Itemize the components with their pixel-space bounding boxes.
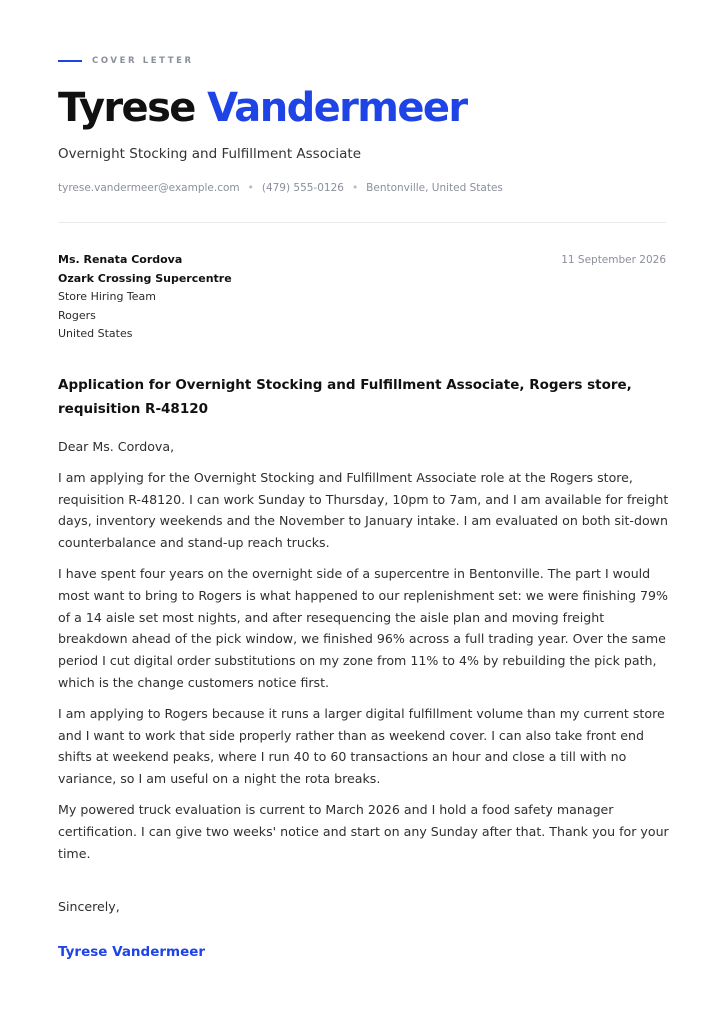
contact-email: tyrese.vandermeer@example.com bbox=[58, 182, 240, 194]
eyebrow bbox=[58, 56, 194, 66]
signature: Tyrese Vandermeer bbox=[58, 944, 206, 960]
recipient-team: Store Hiring Team bbox=[58, 290, 157, 304]
header-divider bbox=[58, 222, 666, 223]
contact-phone: (479) 555-0126 bbox=[261, 182, 344, 194]
letter-subject: Application for Overnight Stocking and Fulfillment Associate, Rogers store, requisition R-48120 bbox=[58, 377, 632, 417]
body-paragraph: I am applying to Rogers because it runs a larger digital fulfillment volume than my current store and I want to work that side properly rather than as weekend cover. I can also take front end shifts at weekend peaks, where I run 40 to 60 transactions an hour and close a till with no variance, so I am useful on a night the rota breaks. bbox=[58, 705, 665, 787]
eyebrow-rule bbox=[58, 60, 82, 62]
recipient-city: Rogers bbox=[58, 308, 96, 322]
closing: Sincerely, bbox=[58, 899, 120, 914]
contact-line bbox=[58, 182, 503, 194]
body-paragraph: I have spent four years on the overnight side of a supercentre in Bentonville. The part I would most want to bring to Rogers is what happened to our replenishment set: we were finishing 79% of a 14 aisle set most nights, and after resequencing the aisle plan and moving freight breakdown ahead of the pick window, we finished 96% across a full trading year. Over the same period I cut digital order substitutions on my zone from 11% to 4% by rebuilding the pick path, which is the change customers notice first. bbox=[58, 565, 668, 690]
recipient-block bbox=[58, 251, 232, 344]
contact-separator: • bbox=[351, 182, 359, 194]
letter-date: 11 September 2026 bbox=[561, 254, 666, 266]
body-paragraph: My powered truck evaluation is current to March 2026 and I hold a food safety manager certification. I can give two weeks' notice and start on any Sunday after that. Thank you for your time. bbox=[58, 801, 669, 861]
recipient-country: United States bbox=[58, 327, 133, 341]
applicant-name bbox=[58, 80, 467, 136]
job-title: Overnight Stocking and Fulfillment Associate bbox=[58, 146, 362, 162]
contact-separator: • bbox=[247, 182, 254, 194]
body-paragraph: I am applying for the Overnight Stocking and Fulfillment Associate role at the Rogers store, requisition R-48120. I can work Sunday to Thursday, 10pm to 7am, and I am available for freight days, inventory weekends and the November to January intake. I am evaluated on both sit-down counterbalance and stand-up reach trucks. bbox=[58, 469, 669, 551]
last-name: Vandermeer bbox=[207, 85, 467, 131]
eyebrow-label: COVER LETTER bbox=[92, 56, 194, 66]
recipient-company: Ozark Crossing Supercentre bbox=[58, 271, 232, 285]
first-name: Tyrese bbox=[58, 85, 195, 131]
letter-body bbox=[58, 436, 670, 873]
recipient-name: Ms. Renata Cordova bbox=[58, 253, 183, 266]
greeting: Dear Ms. Cordova, bbox=[58, 439, 175, 454]
contact-location: Bentonville, United States bbox=[366, 182, 503, 194]
